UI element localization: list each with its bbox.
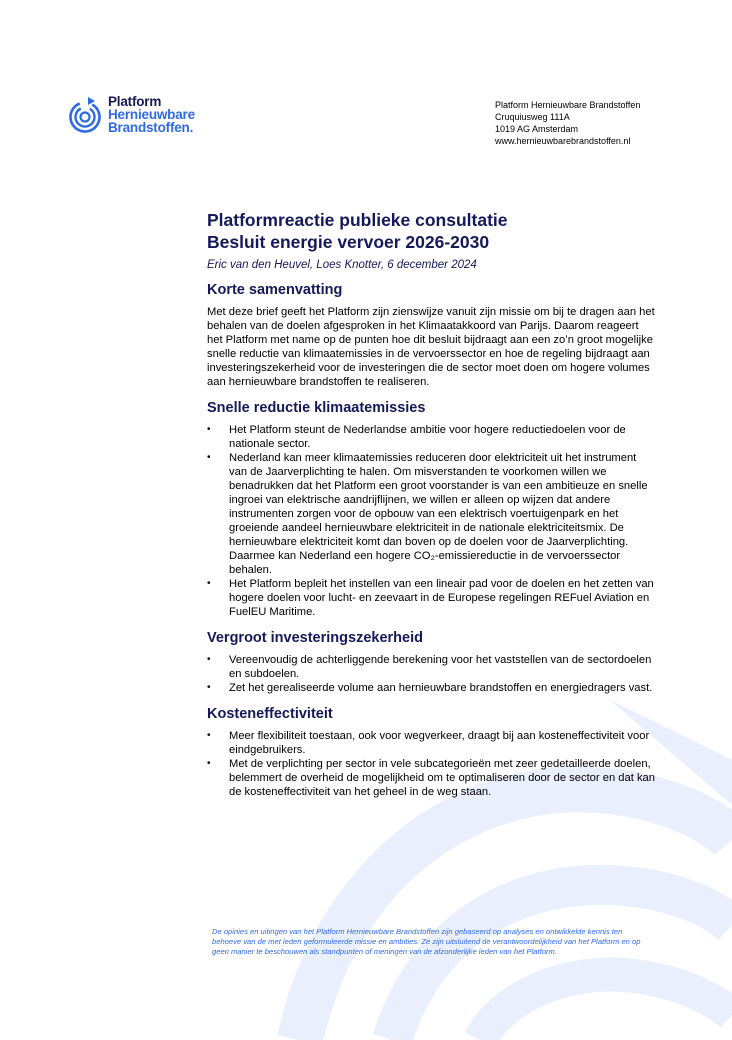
- list-item: • Het Platform steunt de Nederlandse ambitie voor hogere reductiedoelen voor de nationale sector.: [207, 423, 657, 451]
- list-item: • Nederland kan meer klimaatemissies reduceren door elektriciteit uit het instrument van de Jaarverplichting te halen. Om misverstanden te voorkomen willen we benadrukken dat het Platform een groot voorstander is van een ambitieuze en snelle ingroei van elektrische aandrijflijnen, we willen er alleen op wijzen dat andere instrumenten zorgen voor de opbouw van een elektrisch voertuigenpark en het groeiende aandeel hernieuwbare elektriciteit in de nationale elektriciteitsmix. De hernieuwbare elektriciteit komt dan boven op de doelen voor de Jaarverplichting. Daarmee kan Nederland een hogere CO₂-emissiereductie in de vervoerssector behalen.: [207, 451, 657, 577]
- list-item: • Vereenvoudig de achterliggende berekening voor het vaststellen van de sectordoelen en subdoelen.: [207, 653, 657, 681]
- summary-paragraph: Met deze brief geeft het Platform zijn zienswijze vanuit zijn missie om bij te dragen aan het behalen van de doelen afgesproken in het Klimaatakkoord van Parijs. Daarom reageert het Platform met name op de punten hoe dit besluit bijdraagt aan een zo’n groot mogelijke snelle reductie van klimaatemissies in de vervoerssector en hoe de regeling bijdraagt aan investeringszekerheid voor de investeringen die de sector moet doen om hogere volumes aan hernieuwbare brandstoffen te realiseren.: [207, 306, 655, 388]
- title-line-2: Besluit energie vervoer 2026-2030: [207, 232, 490, 252]
- document-title: [207, 209, 657, 253]
- investment-list: [207, 653, 657, 695]
- logo-line-hernieuwbare: Hernieuwbare: [108, 107, 195, 122]
- section-heading-summary: Korte samenvatting: [207, 282, 343, 298]
- platform-logo: [68, 95, 218, 139]
- list-item: • Meer flexibiliteit toestaan, ook voor wegverkeer, draagt bij aan kosteneffectiviteit voor eindgebruikers.: [207, 729, 657, 757]
- section-heading-emissions: Snelle reductie klimaatemissies: [207, 400, 426, 416]
- platform-circle-arrow-icon: [68, 95, 106, 137]
- logo-line-platform: Platform: [108, 94, 162, 109]
- main-content: [207, 209, 657, 799]
- title-line-1: Platformreactie publieke consultatie: [207, 210, 508, 230]
- logo-wordmark: [108, 95, 195, 134]
- section-heading-cost: Kosteneffectiviteit: [207, 706, 333, 722]
- address-street: Cruquiusweg 111A: [495, 112, 570, 122]
- list-item: • Met de verplichting per sector in vele subcategorieën met zeer gedetailleerde doelen, belemmert de overheid de mogelijkheid om te optimaliseren door de sector en dat kan de kosteneffectiviteit van het geheel in de weg staan.: [207, 757, 657, 799]
- address-name: Platform Hernieuwbare Brandstoffen: [495, 100, 641, 110]
- address-city: 1019 AG Amsterdam: [495, 124, 579, 134]
- list-item: • Het Platform bepleit het instellen van een lineair pad voor de doelen en het zetten van hogere doelen voor lucht- en zeevaart in de Europese regelingen REFuel Aviation en FuelEU Maritime.: [207, 577, 657, 619]
- disclaimer: De opinies en uitingen van het Platform Hernieuwbare Brandstoffen zijn gebaseerd op analyses en ontwikkelde kennis ten behoeve van de met leden geformuleerde missie en ambities. Ze zijn uitsluitend de verantwoordelijkheid van het Platform en op geen manier te beschouwen als standpunten of meningen van de afzonderlijke leden van het Platform.: [212, 927, 641, 957]
- section-heading-investment: Vergroot investeringszekerheid: [207, 630, 423, 646]
- sender-address: [495, 99, 640, 147]
- list-item: • Zet het gerealiseerde volume aan hernieuwbare brandstoffen en energiedragers vast.: [207, 681, 657, 695]
- byline: Eric van den Heuvel, Loes Knotter, 6 december 2024: [207, 259, 477, 271]
- cost-list: [207, 729, 657, 799]
- address-website: www.hernieuwbarebrandstoffen.nl: [495, 136, 631, 146]
- logo-line-brandstoffen: Brandstoffen.: [108, 120, 194, 135]
- emissions-list: [207, 423, 657, 619]
